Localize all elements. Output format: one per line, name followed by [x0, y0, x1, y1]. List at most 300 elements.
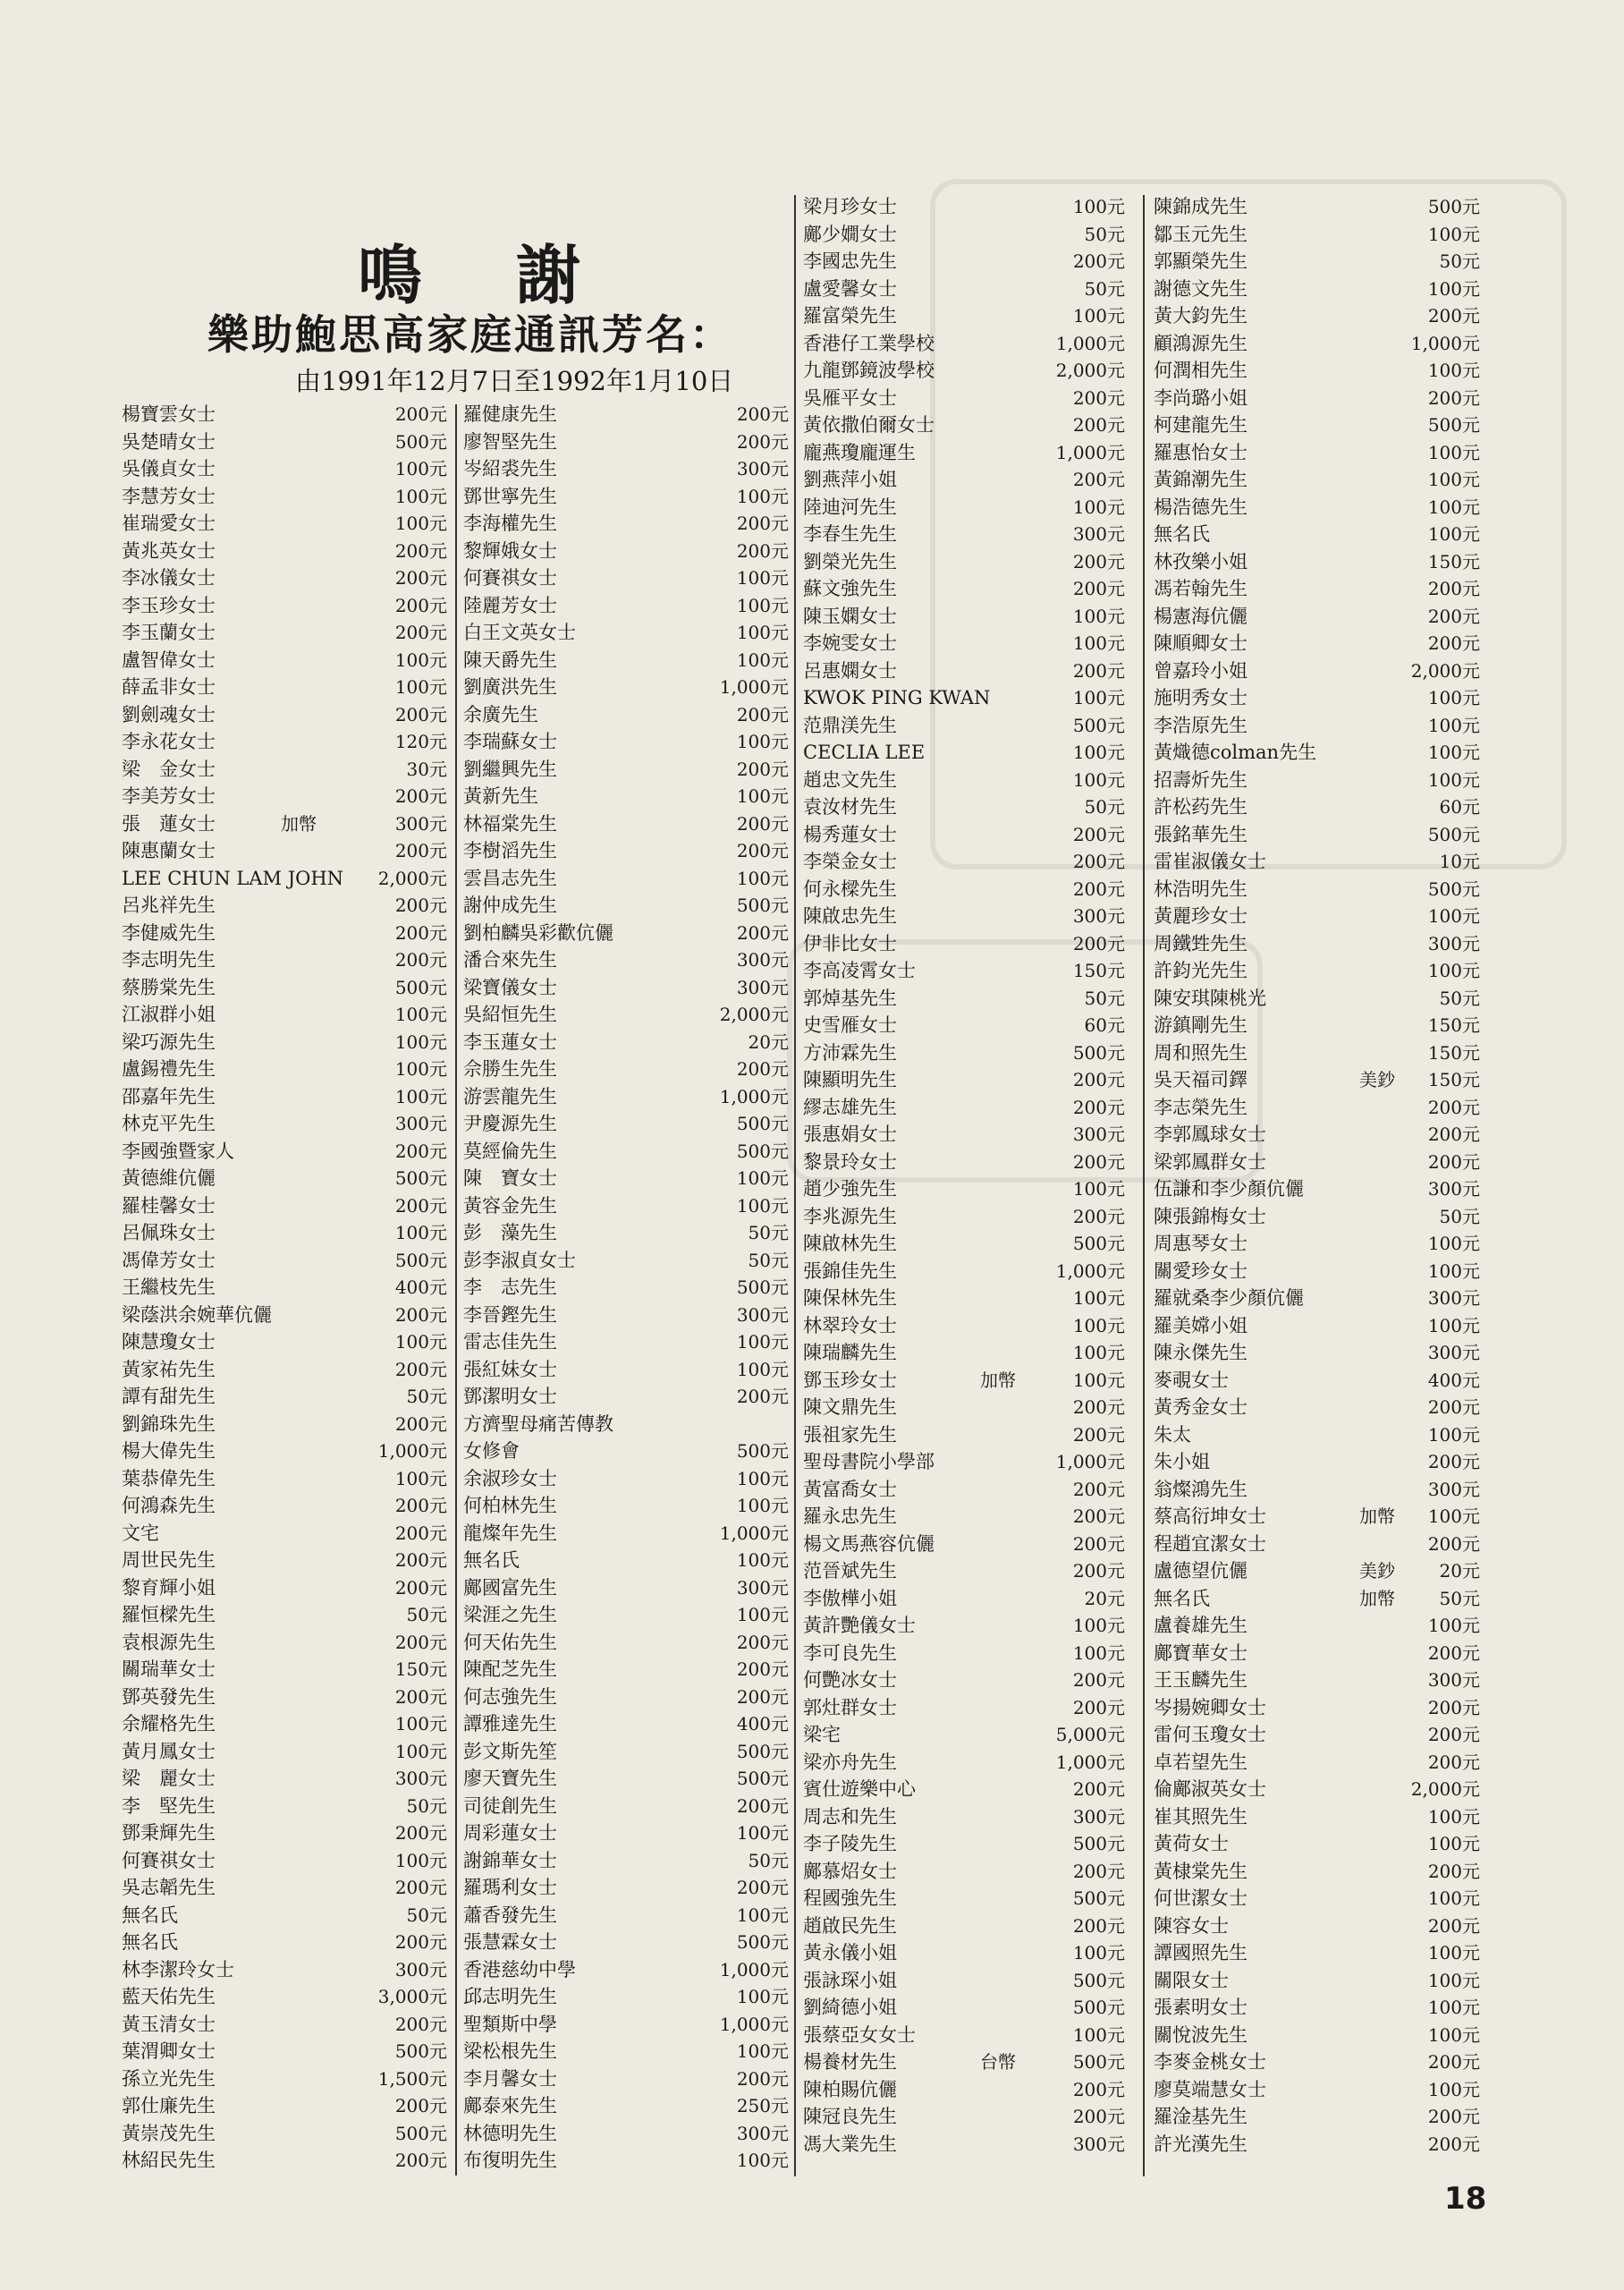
- donor-name: 許光漢先生: [1154, 2133, 1248, 2155]
- donation-amount: 200元: [736, 840, 789, 861]
- donor-row: [1154, 1476, 1480, 1504]
- donation-amount: 100元: [394, 1467, 447, 1489]
- donation-amount: 2,000元: [377, 867, 447, 889]
- donation-amount: 100元: [1427, 714, 1480, 736]
- donor-name: 陳天爵先生: [463, 649, 557, 671]
- donor-name: 劉柏麟吳彩歡伉儷: [463, 921, 613, 944]
- donor-name: 布復明先生: [463, 2150, 557, 2171]
- donor-row: [463, 1219, 789, 1247]
- date-range: 由1991年12月7日至1992年1月10日: [295, 366, 734, 396]
- donor-name: 張慧霖女士: [463, 1931, 557, 1953]
- donor-row: [463, 974, 789, 1002]
- donor-name: 崔瑞愛女士: [122, 513, 216, 534]
- donor-row: [122, 865, 447, 893]
- donor-row: [122, 1110, 447, 1138]
- donor-name: 雲昌志先生: [463, 867, 557, 889]
- donation-amount: 100元: [1072, 2023, 1125, 2046]
- donor-row: [463, 1983, 789, 2011]
- donor-name: 趙啟民先生: [803, 1914, 897, 1937]
- donor-row: [803, 1066, 1125, 1094]
- donor-name: 譚國照先生: [1154, 1942, 1248, 1963]
- donor-name: LEE CHUN LAM JOHN: [122, 867, 344, 889]
- donor-name: 郭焯基先生: [803, 987, 897, 1009]
- donation-amount: 300元: [736, 2122, 789, 2144]
- donor-name: 周彩蓮女士: [463, 1822, 557, 1844]
- donor-row: [463, 1302, 789, 1329]
- donor-row: [463, 428, 789, 456]
- donation-amount: 300元: [1427, 1178, 1480, 1200]
- donor-row: [803, 876, 1125, 903]
- donation-amount: 200元: [1072, 1532, 1125, 1555]
- donor-name: 王玉麟先生: [1154, 1669, 1248, 1691]
- donation-amount: 100元: [394, 485, 447, 507]
- donor-row: [1154, 1776, 1480, 1803]
- donation-amount: 100元: [1072, 1314, 1125, 1336]
- donation-amount: 100元: [736, 1604, 789, 1625]
- donor-column-4: [1154, 193, 1480, 2158]
- donor-name: 吳儀貞女士: [122, 458, 216, 479]
- donation-amount: 100元: [394, 1030, 447, 1053]
- donation-amount: 200元: [1072, 1096, 1125, 1118]
- donor-row: [803, 330, 1125, 358]
- donation-amount: 100元: [1427, 360, 1480, 381]
- donor-row: [122, 783, 447, 810]
- column-divider-3: [1143, 195, 1145, 2176]
- donor-row: [803, 248, 1125, 276]
- donation-amount: 100元: [1427, 1969, 1480, 1991]
- donor-row: [803, 2131, 1125, 2159]
- donor-name: 梁涯之先生: [463, 1604, 557, 1625]
- donor-row: [463, 1629, 789, 1657]
- donor-name: 鄒玉元先生: [1154, 223, 1248, 245]
- donor-row: [803, 657, 1125, 685]
- donor-row: [463, 1738, 789, 1766]
- donor-row: [463, 1274, 789, 1302]
- donation-amount: 200元: [1072, 1778, 1125, 1800]
- donation-amount: 50元: [406, 1604, 447, 1625]
- donor-row: [1154, 575, 1480, 603]
- donation-amount: 200元: [1427, 2133, 1480, 2155]
- donor-row: [1154, 1503, 1480, 1531]
- donation-amount: 200元: [394, 403, 447, 425]
- donation-amount: 500元: [1072, 1233, 1125, 1254]
- donor-row: [463, 2120, 789, 2148]
- donation-amount: 100元: [1427, 1233, 1480, 1254]
- donor-row: [463, 756, 789, 784]
- donation-amount: 200元: [1072, 550, 1125, 572]
- donor-name: 黎育輝小姐: [122, 1576, 216, 1599]
- donor-row: [463, 674, 789, 701]
- donor-name: 莫經倫先生: [463, 1140, 557, 1162]
- donor-name: 陳順卿女士: [1154, 632, 1248, 654]
- donor-name: 李海權先生: [463, 513, 557, 534]
- donor-row: [803, 1858, 1125, 1886]
- donor-name: 梁郭鳳群女士: [1154, 1150, 1266, 1173]
- donation-amount: 100元: [736, 1358, 789, 1380]
- donation-amount: 200元: [1072, 414, 1125, 436]
- donor-name: 雷何玉瓊女士: [1154, 1724, 1266, 1745]
- donor-row: [463, 1192, 789, 1220]
- donor-name: 張詠琛小姐: [803, 1969, 897, 1991]
- donation-amount: 100元: [394, 649, 447, 671]
- donation-amount: 100元: [1072, 1641, 1125, 1664]
- donor-row: [122, 1438, 447, 1465]
- donor-name: 林紹民先生: [122, 2150, 216, 2171]
- donor-name: 黃玉清女士: [122, 2013, 216, 2035]
- donor-row: [463, 1110, 789, 1138]
- donor-name: KWOK PING KWAN: [803, 687, 991, 708]
- donor-row: [803, 1503, 1125, 1531]
- donor-row: [803, 1776, 1125, 1803]
- donor-row: [1154, 1230, 1480, 1258]
- donor-name: 張蔡亞女女士: [803, 2023, 916, 2046]
- donor-row: [803, 603, 1125, 631]
- donor-row: [803, 494, 1125, 522]
- donor-row: [122, 1929, 447, 1956]
- donor-row: [803, 793, 1125, 821]
- donor-name: 陳瑞麟先生: [803, 1342, 897, 1363]
- donation-amount: 300元: [736, 458, 789, 479]
- donor-name: 李樹滔先生: [463, 840, 557, 861]
- donor-row: [122, 1001, 447, 1029]
- donor-row: [803, 1939, 1125, 1967]
- donation-amount: 100元: [1427, 2078, 1480, 2100]
- donor-name: 羅就桑李少顏伉儷: [1154, 1287, 1304, 1309]
- donor-name: 陸迪河先生: [803, 496, 897, 518]
- donation-amount: 50元: [748, 1849, 789, 1871]
- donation-amount: 100元: [394, 1849, 447, 1871]
- donor-row: [1154, 1994, 1480, 2022]
- donor-name: 陳配芝先生: [463, 1658, 557, 1680]
- column-divider-2: [794, 195, 796, 2176]
- donor-name: 陳顯明先生: [803, 1069, 897, 1090]
- donation-amount: 200元: [736, 921, 789, 944]
- donor-row: [1154, 603, 1480, 631]
- donor-name: 鄺慕炤女士: [803, 1860, 897, 1882]
- donation-amount: 100元: [736, 2150, 789, 2171]
- donation-amount: 100元: [736, 1904, 789, 1926]
- donor-row: [463, 510, 789, 538]
- donor-name: 楊憲海伉儷: [1154, 605, 1248, 627]
- donation-amount: 100元: [1427, 1260, 1480, 1282]
- donation-amount: 200元: [736, 513, 789, 534]
- donation-amount: 50元: [1439, 250, 1480, 272]
- donor-name: 郭仕廉先生: [122, 2095, 216, 2116]
- donor-name: 卓若望先生: [1154, 1751, 1248, 1773]
- donor-name: 羅富榮先生: [803, 305, 897, 327]
- donation-amount: 200元: [1072, 1860, 1125, 1882]
- donor-name: 關愛珍女士: [1154, 1260, 1248, 1282]
- donor-row: [1154, 548, 1480, 576]
- donor-name: 謝仲成先生: [463, 895, 557, 916]
- donor-row: [122, 946, 447, 974]
- donation-amount: 200元: [394, 1631, 447, 1653]
- donor-row: [122, 756, 447, 784]
- donation-amount: 100元: [1072, 1287, 1125, 1309]
- donor-name: 黃熾德colman先生: [1154, 742, 1317, 763]
- donor-row: [463, 619, 789, 647]
- donor-name: 林浩明先生: [1154, 878, 1248, 900]
- donation-amount: 100元: [736, 1822, 789, 1844]
- donation-amount: 300元: [736, 949, 789, 971]
- donor-name: 黃大鈞先生: [1154, 305, 1248, 327]
- donor-name: 尹慶源先生: [463, 1113, 557, 1134]
- donation-amount: 100元: [1427, 1833, 1480, 1854]
- donation-amount: 500元: [1427, 414, 1480, 436]
- donor-row: [122, 1356, 447, 1384]
- donor-row: [463, 1847, 789, 1875]
- donation-amount: 1,000元: [1410, 332, 1480, 354]
- donation-amount: 200元: [736, 2067, 789, 2090]
- donor-name: 梁寶儀女士: [463, 976, 557, 998]
- donor-row: [803, 739, 1125, 767]
- donation-amount: 200元: [394, 703, 447, 725]
- donor-row: [1154, 1967, 1480, 1995]
- donation-amount: 200元: [736, 1794, 789, 1817]
- donor-row: [1154, 221, 1480, 249]
- donor-name: 李春生先生: [803, 523, 897, 545]
- donor-name: 何世潔女士: [1154, 1887, 1248, 1909]
- donor-row: [803, 1121, 1125, 1149]
- donor-name: 吳紹恒先生: [463, 1004, 557, 1025]
- donation-amount: 500元: [736, 1140, 789, 1162]
- donor-name: 蔡高衍坤女士: [1154, 1505, 1266, 1527]
- donor-name: 黃永儀小姐: [803, 1942, 897, 1963]
- donor-name: 游雲龍先生: [463, 1085, 557, 1107]
- donor-row: [1154, 385, 1480, 412]
- donor-row: [463, 1083, 789, 1111]
- donor-row: [463, 1793, 789, 1820]
- donor-name: 盧愛馨女士: [803, 277, 897, 300]
- donor-name: 鄺少嫺女士: [803, 223, 897, 245]
- donor-name: 何艷冰女士: [803, 1669, 897, 1691]
- donor-name: 程趙宜潔女士: [1154, 1532, 1266, 1555]
- donor-name: 陳保林先生: [803, 1287, 897, 1309]
- donation-amount: 100元: [1072, 1178, 1125, 1200]
- donor-row: [1154, 1094, 1480, 1122]
- donor-row: [122, 2038, 447, 2065]
- donor-row: [803, 1448, 1125, 1476]
- donor-row: [1154, 657, 1480, 685]
- donor-row: [1154, 1830, 1480, 1858]
- donor-row: [122, 2092, 447, 2120]
- donor-name: 何永樑先生: [803, 878, 897, 900]
- donation-amount: 1,000元: [1055, 1451, 1125, 1472]
- donor-row: [122, 455, 447, 483]
- donor-name: 無名氏: [122, 1904, 178, 1926]
- donation-amount: 100元: [1427, 905, 1480, 927]
- donor-name: 龐燕瓊龐運生: [803, 441, 916, 463]
- donor-row: [1154, 985, 1480, 1013]
- donor-name: 鄺寶華女士: [1154, 1641, 1248, 1664]
- donation-amount: 400元: [1427, 1369, 1480, 1391]
- column-divider-1: [455, 404, 457, 2176]
- donor-row: [122, 1983, 447, 2011]
- donor-row: [463, 810, 789, 838]
- donation-amount: 200元: [1072, 1505, 1125, 1527]
- donor-row: [803, 1203, 1125, 1231]
- donor-row: [803, 302, 1125, 330]
- donor-row: [803, 357, 1125, 385]
- donation-amount: 500元: [736, 1440, 789, 1462]
- donation-amount: 100元: [394, 676, 447, 698]
- donor-name: 鄧秉輝先生: [122, 1822, 216, 1844]
- donor-name: 陳惠蘭女士: [122, 840, 216, 861]
- donor-row: [122, 1383, 447, 1411]
- donor-row: [803, 1230, 1125, 1258]
- donation-amount: 200元: [1072, 1914, 1125, 1937]
- donor-name: 何柏林先生: [463, 1495, 557, 1516]
- donation-amount: 200元: [1072, 823, 1125, 845]
- donation-amount: 50元: [1084, 987, 1125, 1009]
- donor-row: [803, 1531, 1125, 1558]
- donation-amount: 200元: [1427, 1751, 1480, 1773]
- donation-amount: 100元: [394, 1222, 447, 1243]
- donation-amount: 200元: [1072, 2106, 1125, 2127]
- donation-amount: 200元: [1072, 2078, 1125, 2100]
- donation-amount: 500元: [1072, 1041, 1125, 1064]
- donor-name: 李浩原先生: [1154, 714, 1248, 736]
- donation-amount: 100元: [1072, 196, 1125, 217]
- donor-name: 孫立光先生: [122, 2067, 216, 2090]
- donation-amount: 200元: [736, 1631, 789, 1653]
- donor-row: [803, 1585, 1125, 1613]
- donor-row: [803, 1640, 1125, 1667]
- donation-amount: 200元: [1072, 932, 1125, 954]
- donation-amount: 100元: [736, 594, 789, 616]
- page-subtitle: 樂助鮑思高家庭通訊芳名：: [207, 310, 733, 359]
- donor-row: [803, 1094, 1125, 1122]
- donation-amount: 200元: [394, 949, 447, 971]
- donation-amount: 100元: [1427, 960, 1480, 981]
- donor-row: [122, 920, 447, 947]
- donor-row: [122, 810, 447, 838]
- donation-amount: 100元: [736, 1549, 789, 1571]
- donation-amount: 500元: [394, 2122, 447, 2144]
- donor-name: 陳容女士: [1154, 1914, 1229, 1937]
- donation-amount: 50元: [406, 1904, 447, 1926]
- donation-amount: 200元: [394, 594, 447, 616]
- donation-amount: 100元: [394, 1331, 447, 1353]
- donor-name: 蘇文強先生: [803, 578, 897, 599]
- donor-name: 關瑞華女士: [122, 1658, 216, 1680]
- donor-name: 李玉蘭女士: [122, 622, 216, 643]
- donor-row: [803, 521, 1125, 548]
- donation-amount: 400元: [736, 1713, 789, 1734]
- donor-row: [122, 1247, 447, 1275]
- donor-name: 李國忠先生: [803, 250, 897, 272]
- donor-name: 陳啟林先生: [803, 1233, 897, 1254]
- donation-amount: 500元: [1072, 1997, 1125, 2018]
- donation-amount: 200元: [394, 1576, 447, 1599]
- donation-amount: 300元: [1427, 1669, 1480, 1691]
- donor-row: [803, 1913, 1125, 1940]
- donor-row: [122, 837, 447, 865]
- donation-amount: 100元: [736, 785, 789, 807]
- donation-amount: 100元: [1072, 305, 1125, 327]
- donor-row: [122, 1765, 447, 1793]
- donor-name: CECLIA LEE: [803, 742, 926, 763]
- donor-row: [1154, 1885, 1480, 1913]
- donor-row: [122, 510, 447, 538]
- donor-name: 雷志佳先生: [463, 1331, 557, 1353]
- donor-name: 吳雁平女士: [803, 386, 897, 409]
- donation-amount: 200元: [394, 1194, 447, 1217]
- donation-amount: 300元: [1427, 1478, 1480, 1500]
- donor-name: 梁 麗女士: [122, 1768, 216, 1789]
- donor-row: [463, 1328, 789, 1356]
- donor-row: [1154, 767, 1480, 794]
- donor-row: [122, 1029, 447, 1056]
- donor-row: [463, 1247, 789, 1275]
- donation-amount: 200元: [1072, 1423, 1125, 1446]
- donation-amount: 100元: [394, 1713, 447, 1734]
- donor-name: 岑揚婉卿女士: [1154, 1696, 1266, 1718]
- donation-amount: 100元: [736, 1167, 789, 1189]
- donor-name: 張銘華先生: [1154, 823, 1248, 845]
- donor-name: 鄺國富先生: [463, 1576, 557, 1599]
- donation-amount: 150元: [1427, 1014, 1480, 1036]
- donor-name: 繆志雄先生: [803, 1096, 897, 1118]
- donor-name: 羅惠怡女士: [1154, 441, 1248, 463]
- donor-name: 黃崇茂先生: [122, 2122, 216, 2144]
- donor-row: [803, 439, 1125, 467]
- donor-name: 劉榮光先生: [803, 550, 897, 572]
- donation-amount: 100元: [1427, 1887, 1480, 1909]
- donor-row: [1154, 1258, 1480, 1285]
- donor-row: [803, 276, 1125, 303]
- donation-amount: 300元: [1072, 1124, 1125, 1145]
- donor-name: 李兆源先生: [803, 1205, 897, 1227]
- donor-name: 譚有甜先生: [122, 1386, 216, 1407]
- donor-row: [1154, 411, 1480, 439]
- donor-row: [803, 466, 1125, 494]
- donor-name: 潘合來先生: [463, 949, 557, 971]
- donation-amount: 100元: [1427, 277, 1480, 300]
- donation-amount: 60元: [1439, 796, 1480, 818]
- donor-name: 張紅妹女士: [463, 1358, 557, 1380]
- donation-amount: 30元: [406, 758, 447, 780]
- donor-name: 陳玉嫻女士: [803, 605, 897, 627]
- donation-amount: 200元: [1072, 1696, 1125, 1718]
- donor-name: 黃秀金女士: [1154, 1396, 1248, 1418]
- donor-row: [803, 1012, 1125, 1039]
- donor-row: [463, 401, 789, 428]
- donor-name: 周惠琴女士: [1154, 1233, 1248, 1254]
- donation-amount: 50元: [1439, 987, 1480, 1009]
- donor-row: [803, 193, 1125, 221]
- donation-amount: 300元: [1072, 2133, 1125, 2155]
- donor-row: [1154, 957, 1480, 985]
- donor-name: 鄧英發先生: [122, 1685, 216, 1708]
- donation-amount: 200元: [1427, 386, 1480, 409]
- donor-name: 龍燦年先生: [463, 1522, 557, 1544]
- donor-name: 黃容金先生: [463, 1194, 557, 1217]
- donor-row: [1154, 248, 1480, 276]
- donor-name: 史雪雁女士: [803, 1014, 897, 1036]
- donor-row: [803, 1667, 1125, 1694]
- donation-amount: 10元: [1439, 851, 1480, 872]
- donor-name: 余廣先生: [463, 703, 538, 725]
- donor-name: 李志榮先生: [1154, 1096, 1248, 1118]
- donor-name: 廖天寶先生: [463, 1768, 557, 1789]
- donor-name: 黎景玲女士: [803, 1150, 897, 1173]
- donation-amount: 200元: [1072, 1150, 1125, 1173]
- donation-amount: 300元: [736, 1576, 789, 1599]
- donor-row: [1154, 193, 1480, 221]
- donation-amount: 200元: [1072, 1069, 1125, 1090]
- donor-name: 許松药先生: [1154, 796, 1248, 818]
